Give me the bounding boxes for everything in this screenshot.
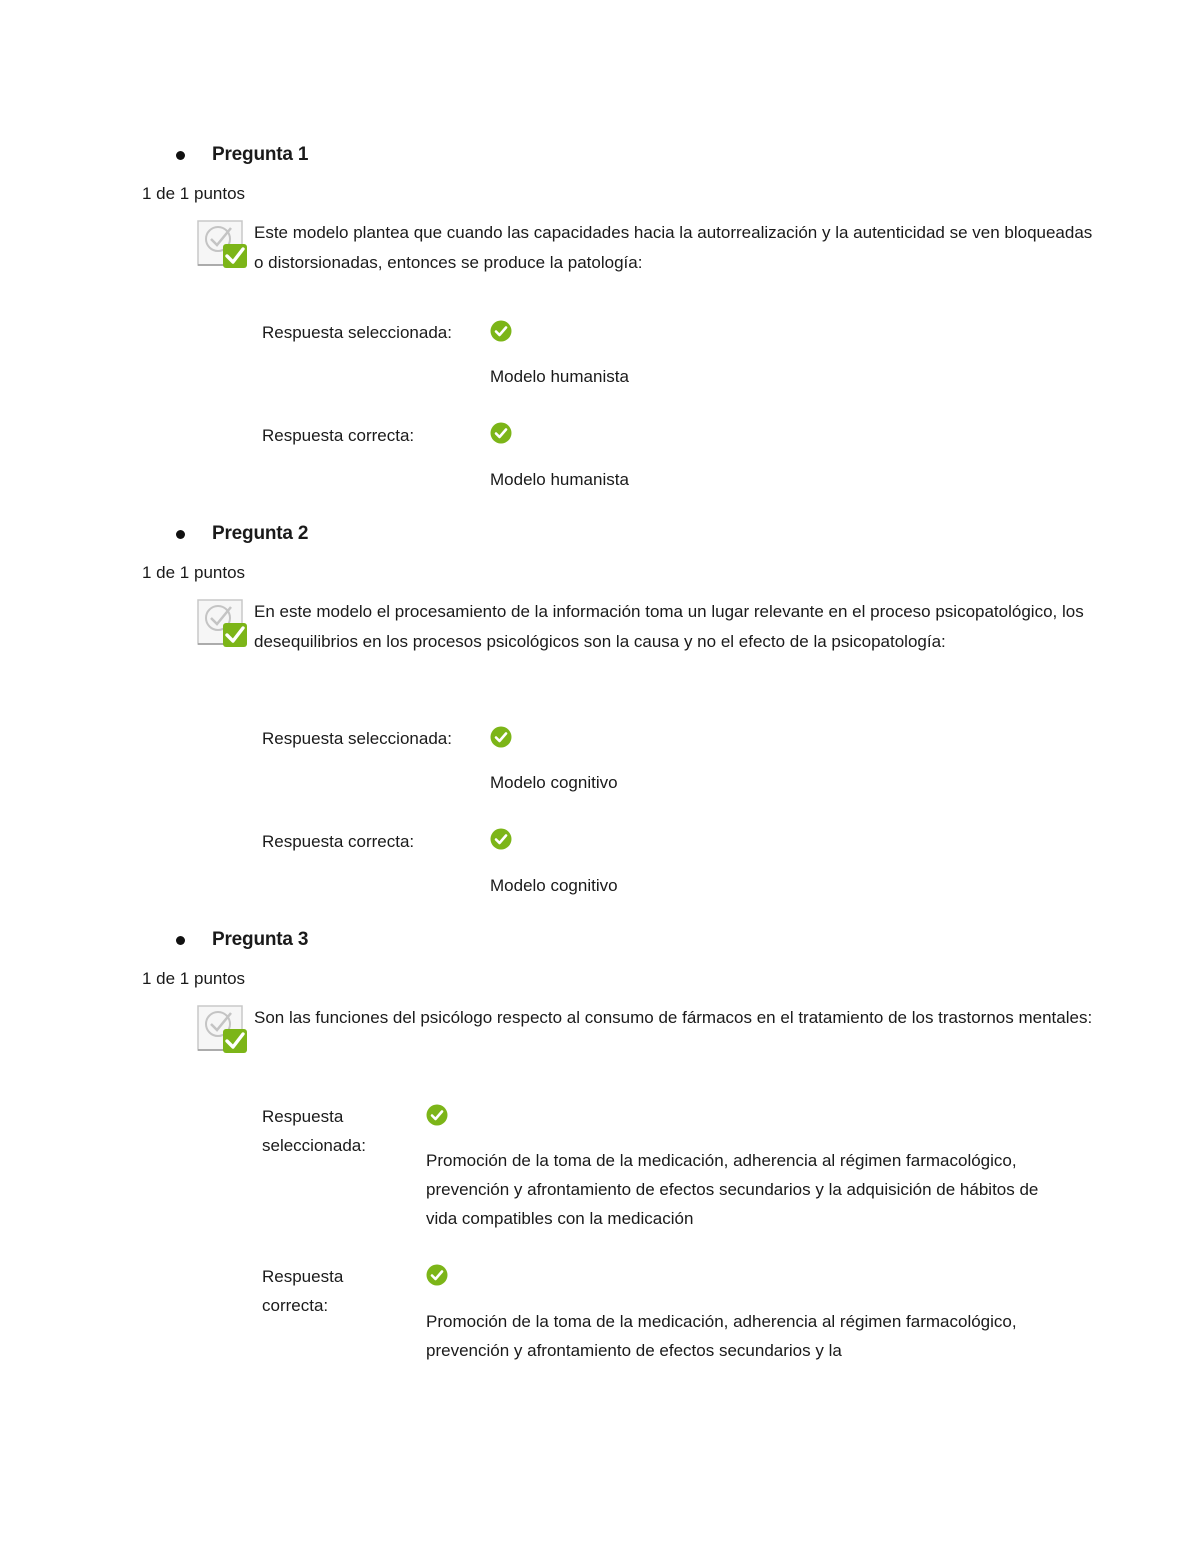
correct-answer-value: Promoción de la toma de la medicación, adherencia al régimen farmacológico, prevención y afrontamiento de efectos secundarios y la <box>426 1312 1017 1360</box>
correct-check-icon <box>426 1104 448 1126</box>
correct-check-icon <box>490 320 512 342</box>
question-title: Pregunta 1 <box>212 144 309 165</box>
graded-correct-icon <box>197 597 249 649</box>
selected-answer-value: Modelo humanista <box>490 367 629 386</box>
selected-answer-label <box>262 1102 402 1160</box>
correct-check-icon <box>426 1264 448 1286</box>
selected-answer-label: Respuesta seleccionada: <box>262 729 452 748</box>
correct-answer-value: Modelo humanista <box>490 470 629 489</box>
selected-answer-label: Respuesta seleccionada: <box>262 323 452 342</box>
graded-correct-icon <box>197 1003 249 1055</box>
correct-check-icon <box>490 726 512 748</box>
question-points: 1 de 1 puntos <box>142 184 246 203</box>
label-line: seleccionada: <box>262 1136 366 1155</box>
label-line: correcta: <box>262 1296 329 1315</box>
graded-correct-icon <box>197 218 249 270</box>
correct-check-icon <box>490 828 512 850</box>
question-points: 1 de 1 puntos <box>142 969 246 988</box>
correct-answer-label: Respuesta correcta: <box>262 426 415 445</box>
question-title: Pregunta 3 <box>212 929 309 950</box>
bullet-icon <box>176 936 185 945</box>
question-text: En este modelo el procesamiento de la información toma un lugar relevante en el proceso psicopatológico, los desequilibrios en los procesos psicológicos son la causa y no el efecto de la psicopatología: <box>254 602 1084 651</box>
bullet-icon <box>176 151 185 160</box>
correct-answer-label: Respuesta correcta: <box>262 832 415 851</box>
question-text: Son las funciones del psicólogo respecto al consumo de fármacos en el tratamiento de los trastornos mentales: <box>254 1008 1093 1027</box>
bullet-icon <box>176 530 185 539</box>
correct-check-icon <box>490 422 512 444</box>
question-text: Este modelo plantea que cuando las capacidades hacia la autorrealización y la autenticidad se ven bloqueadas o distorsionadas, entonces se produce la patología: <box>254 223 1093 272</box>
selected-answer-value: Promoción de la toma de la medicación, adherencia al régimen farmacológico, prevención y afrontamiento de efectos secundarios y la adquisición de hábitos de vida compatibles con la medicación <box>426 1151 1039 1228</box>
question-header <box>176 140 308 170</box>
label-line: Respuesta <box>262 1267 344 1286</box>
selected-answer-value: Modelo cognitivo <box>490 773 618 792</box>
correct-answer-value: Modelo cognitivo <box>490 876 618 895</box>
label-line: Respuesta <box>262 1107 344 1126</box>
correct-answer-label <box>262 1262 402 1320</box>
question-header <box>176 519 308 549</box>
question-title: Pregunta 2 <box>212 523 309 544</box>
question-header <box>176 925 308 955</box>
question-points: 1 de 1 puntos <box>142 563 246 582</box>
